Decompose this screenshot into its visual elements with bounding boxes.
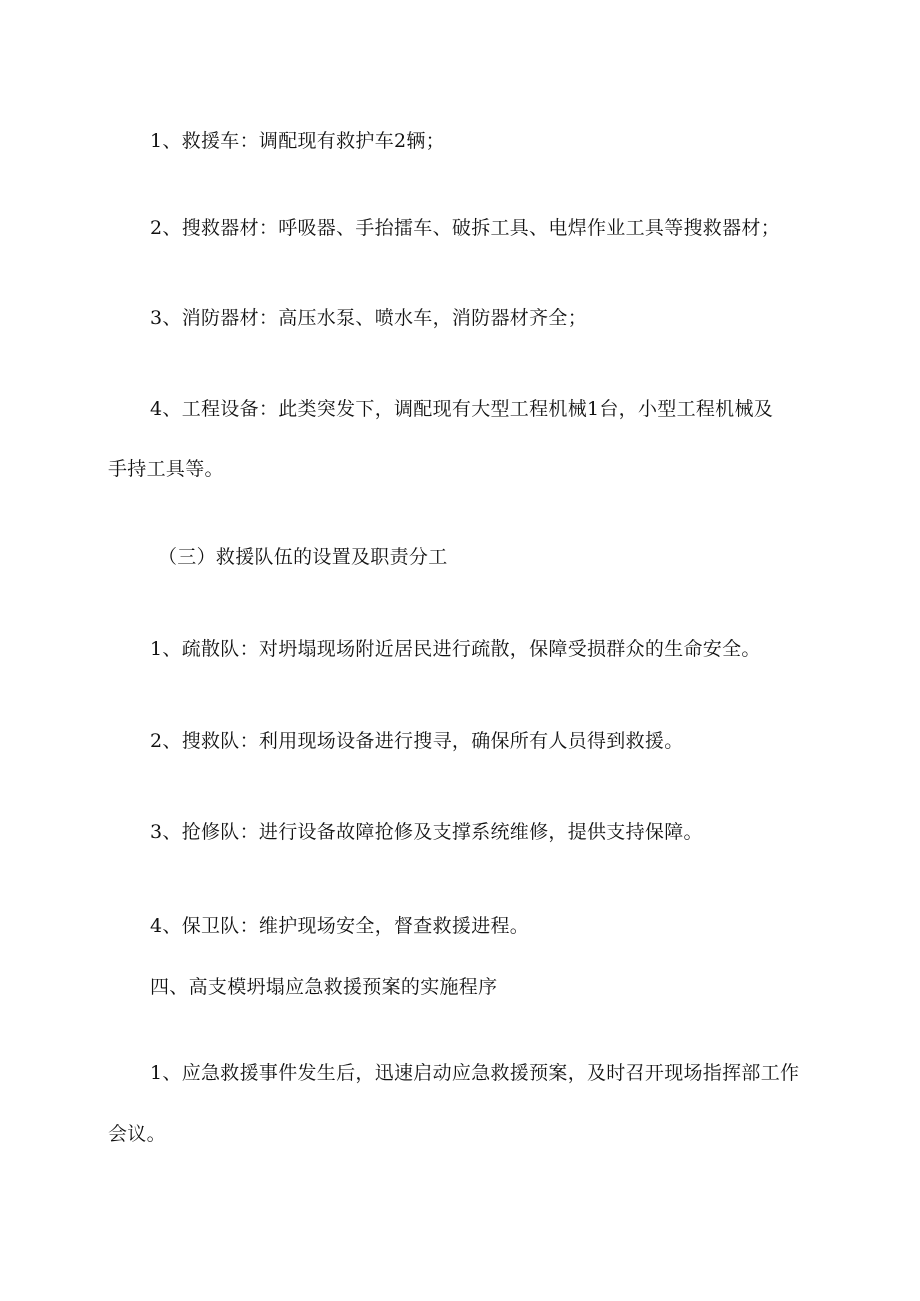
procedure-item-1-line2: 会议。 [108,1123,166,1145]
procedure-item-1-line1: 1、应急救援事件发生后，迅速启动应急救援预案，及时召开现场指挥部工作 [150,1062,800,1084]
equipment-item-search-gear: 2、搜救器材：呼吸器、手抬擂车、破拆工具、电焊作业工具等搜救器材； [150,217,780,239]
procedure-section-heading: 四、高支模坍塌应急救援预案的实施程序 [150,976,498,998]
team-item-evacuation: 1、疏散队：对坍塌现场附近居民进行疏散，保障受损群众的生命安全。 [150,638,761,660]
equipment-item-ambulance: 1、救援车：调配现有救护车2辆； [150,130,445,152]
equipment-item-engineering-line2: 手持工具等。 [108,458,224,480]
team-item-search-rescue: 2、搜救队：利用现场设备进行搜寻，确保所有人员得到救援。 [150,730,684,752]
teams-section-heading: （三）救援队伍的设置及职责分工 [158,546,448,568]
team-item-repair: 3、抢修队：进行设备故障抢修及支撑系统维修，提供支持保障。 [150,821,703,843]
equipment-item-fire-gear: 3、消防器材：高压水泵、喷水车，消防器材齐全； [150,307,587,329]
team-item-security: 4、保卫队：维护现场安全，督查救援进程。 [150,915,530,937]
equipment-item-engineering-line1: 4、工程设备：此类突发下，调配现有大型工程机械1台，小型工程机械及 [150,398,774,420]
